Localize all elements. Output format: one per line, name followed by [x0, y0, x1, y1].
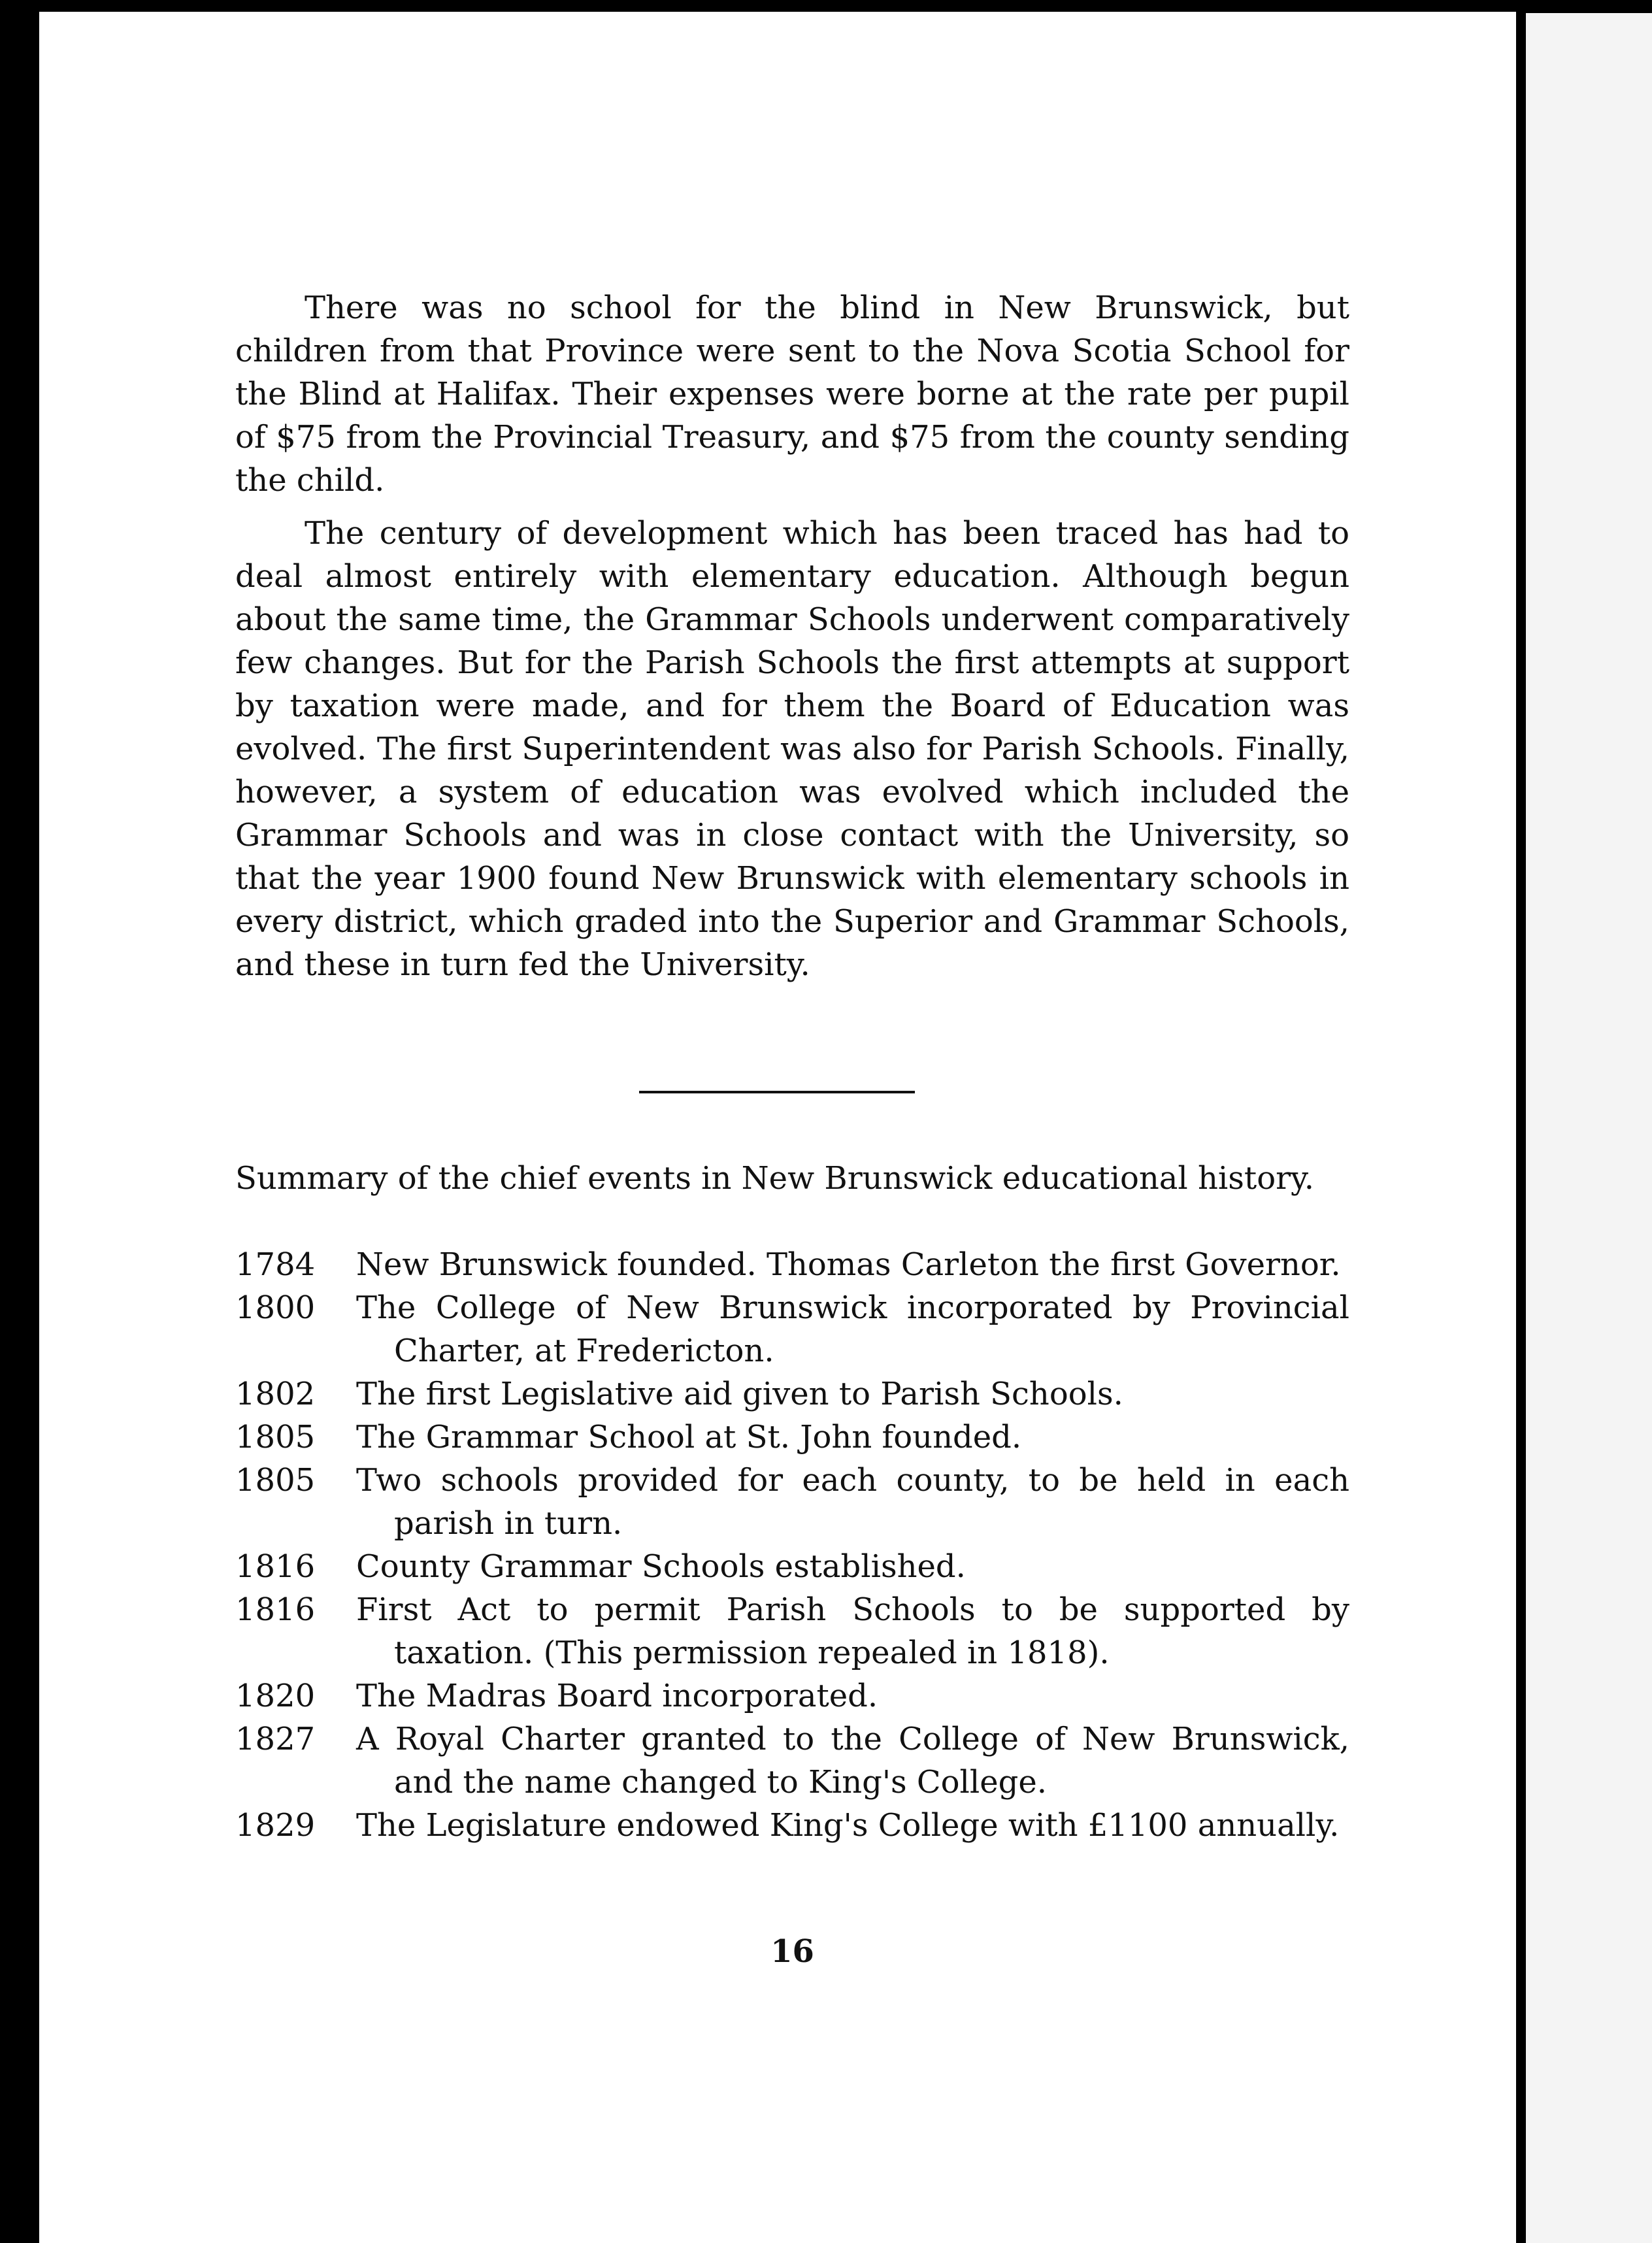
- event-year: 1800: [235, 1289, 316, 1326]
- event-year: 1784: [235, 1246, 316, 1283]
- event-description: First Act to permit Parish Schools to be supported by taxation. (This permission repealed in 1818).: [356, 1591, 1349, 1671]
- event-description: Two schools provided for each county, to be held in each parish in turn.: [356, 1462, 1349, 1542]
- paragraph-blind-school: There was no school for the blind in New Brunswick, but children from that Province were sent to the Nova Scotia School for the Blind at Halifax. Their expenses were borne at the rate per pupil of $75 from the Provincial Treasury, and $75 from the county sending the child.: [235, 290, 1349, 499]
- document-page: [39, 12, 1516, 2243]
- timeline-entry: [235, 1588, 1349, 1674]
- event-year: 1816: [235, 1591, 316, 1628]
- section-divider: [639, 1091, 915, 1093]
- event-year: 1829: [235, 1807, 316, 1844]
- event-description: The Madras Board incorporated.: [356, 1678, 878, 1714]
- event-description: The Legislature endowed King's College with £1100 annually.: [356, 1807, 1340, 1844]
- event-year: 1802: [235, 1376, 316, 1412]
- page-number: 16: [770, 1933, 814, 1970]
- event-description: New Brunswick founded. Thomas Carleton the first Governor.: [356, 1246, 1341, 1283]
- event-year: 1805: [235, 1419, 316, 1455]
- facing-page-edge: [1526, 13, 1652, 2243]
- timeline-entry: [235, 1674, 1349, 1718]
- event-description: County Grammar Schools established.: [356, 1548, 966, 1585]
- event-year: 1816: [235, 1548, 316, 1585]
- timeline-entry: [235, 1416, 1349, 1459]
- event-description: The first Legislative aid given to Parish Schools.: [356, 1376, 1123, 1412]
- event-description: The Grammar School at St. John founded.: [356, 1419, 1022, 1455]
- event-year: 1827: [235, 1721, 316, 1757]
- timeline-entry: [235, 1286, 1349, 1372]
- timeline-entry: [235, 1545, 1349, 1588]
- event-year: 1805: [235, 1462, 316, 1499]
- summary-heading: Summary of the chief events in New Brunswick educational history.: [235, 1160, 1315, 1197]
- events-timeline: [235, 1243, 1349, 1847]
- event-description: The College of New Brunswick incorporated by Provincial Charter, at Fredericton.: [356, 1289, 1349, 1369]
- event-description: A Royal Charter granted to the College of New Brunswick, and the name changed to King's College.: [356, 1721, 1349, 1801]
- timeline-entry: [235, 1243, 1349, 1286]
- timeline-entry: [235, 1459, 1349, 1545]
- timeline-entry: [235, 1718, 1349, 1804]
- event-year: 1820: [235, 1678, 316, 1714]
- timeline-entry: [235, 1372, 1349, 1416]
- timeline-entry: [235, 1804, 1349, 1847]
- paragraph-century-development: The century of development which has been traced has had to deal almost entirely with elementary education. Although begun about the same time, the Grammar Schools underwent comparatively few changes. But for the Parish Schools the first attempts at support by taxation were made, and for them the Board of Education was evolved. The first Superintendent was also for Parish Schools. Finally, however, a system of education was evolved which included the Grammar Schools and was in close contact with the University, so that the year 1900 found New Brunswick with elementary schools in every district, which graded into the Superior and Grammar Schools, and these in turn fed the University.: [235, 515, 1349, 983]
